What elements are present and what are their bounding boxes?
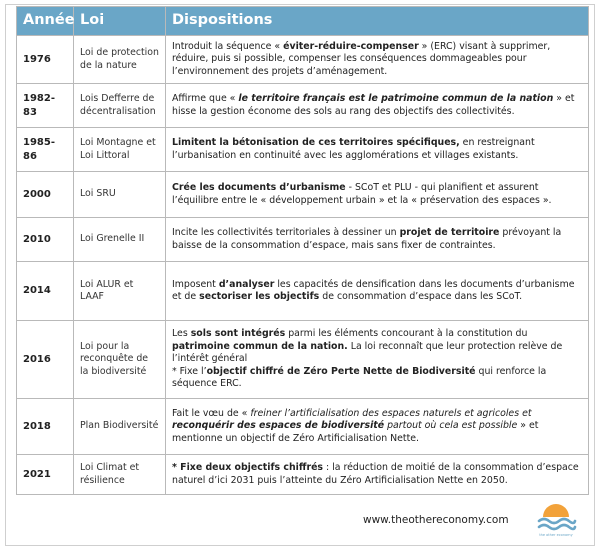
year-cell: 2010	[17, 218, 74, 262]
law-table	[16, 6, 589, 495]
table-row	[17, 399, 589, 455]
year-cell: 1976	[17, 36, 74, 84]
dispositions-cell: Les sols sont intégrés parmi les éléments concourant à la constitution du patrimoine commun de la nation. La loi reconnaît que leur protection relève de l’intérêt général * Fixe l’objectif chiffré de Zéro Perte Nette de Biodiversité qui renforce la séquence ERC.	[166, 321, 589, 399]
law-cell: Loi pour la reconquête de la biodiversité	[74, 321, 166, 399]
dispositions-cell: Incite les collectivités territoriales à dessiner un projet de territoire prévoyant la baisse de la consommation d’espace, mais sans fixer de contraintes.	[166, 218, 589, 262]
law-cell: Loi Montagne et Loi Littoral	[74, 128, 166, 172]
law-cell: Plan Biodiversité	[74, 399, 166, 455]
logo-text: the other economy	[539, 533, 573, 537]
law-cell: Loi SRU	[74, 172, 166, 218]
year-cell: 1985-86	[17, 128, 74, 172]
year-cell: 2018	[17, 399, 74, 455]
dispositions-cell: Crée les documents d’urbanisme - SCoT et PLU - qui planifient et assurent l’équilibre entre le « développement urbain » et la « préservation des espaces ».	[166, 172, 589, 218]
table-row	[17, 128, 589, 172]
year-cell: 2016	[17, 321, 74, 399]
law-cell: Loi de protection de la nature	[74, 36, 166, 84]
header-law: Loi	[74, 7, 166, 36]
year-cell: 2021	[17, 455, 74, 495]
table-row	[17, 172, 589, 218]
table-row	[17, 84, 589, 128]
year-cell: 1982-83	[17, 84, 74, 128]
table-row	[17, 455, 589, 495]
table-header	[17, 7, 589, 36]
dispositions-cell: * Fixe deux objectifs chiffrés : la réduction de moitié de la consommation d’espace naturel d’ici 2031 puis l’atteinte du Zéro Artificialisation Nette en 2050.	[166, 455, 589, 495]
the-other-economy-logo	[534, 500, 578, 540]
dispositions-cell: Limitent la bétonisation de ces territoires spécifiques, en restreignant l’urbanisation en continuité avec les agglomérations et villages existants.	[166, 128, 589, 172]
law-cell: Loi ALUR et LAAF	[74, 262, 166, 321]
logo-icon	[534, 500, 578, 534]
header-year: Année	[17, 7, 74, 36]
year-cell: 2000	[17, 172, 74, 218]
website-link[interactable]: www.theothereconomy.com	[363, 514, 509, 526]
table-row	[17, 218, 589, 262]
table-row	[17, 321, 589, 399]
dispositions-cell: Introduit la séquence « éviter-réduire-compenser » (ERC) visant à supprimer, réduire, puis si possible, compenser les conséquences dommageables pour l’environnement des projets d’aménagement.	[166, 36, 589, 84]
law-cell: Lois Defferre de décentralisation	[74, 84, 166, 128]
dispositions-cell: Fait le vœu de « freiner l’artificialisation des espaces naturels et agricoles et reconquérir des espaces de biodiversité partout où cela est possible » et mentionne un objectif de Zéro Artificialisation Nette.	[166, 399, 589, 455]
year-cell: 2014	[17, 262, 74, 321]
law-cell: Loi Grenelle II	[74, 218, 166, 262]
law-cell: Loi Climat et résilience	[74, 455, 166, 495]
dispositions-cell: Imposent d’analyser les capacités de densification dans les documents d’urbanisme et de sectoriser les objectifs de consommation d’espace dans les SCoT.	[166, 262, 589, 321]
table-row	[17, 262, 589, 321]
header-dispositions: Dispositions	[166, 7, 589, 36]
dispositions-cell: Affirme que « le territoire français est le patrimoine commun de la nation » et hisse la gestion économe des sols au rang des objectifs des collectivités.	[166, 84, 589, 128]
table-row	[17, 36, 589, 84]
